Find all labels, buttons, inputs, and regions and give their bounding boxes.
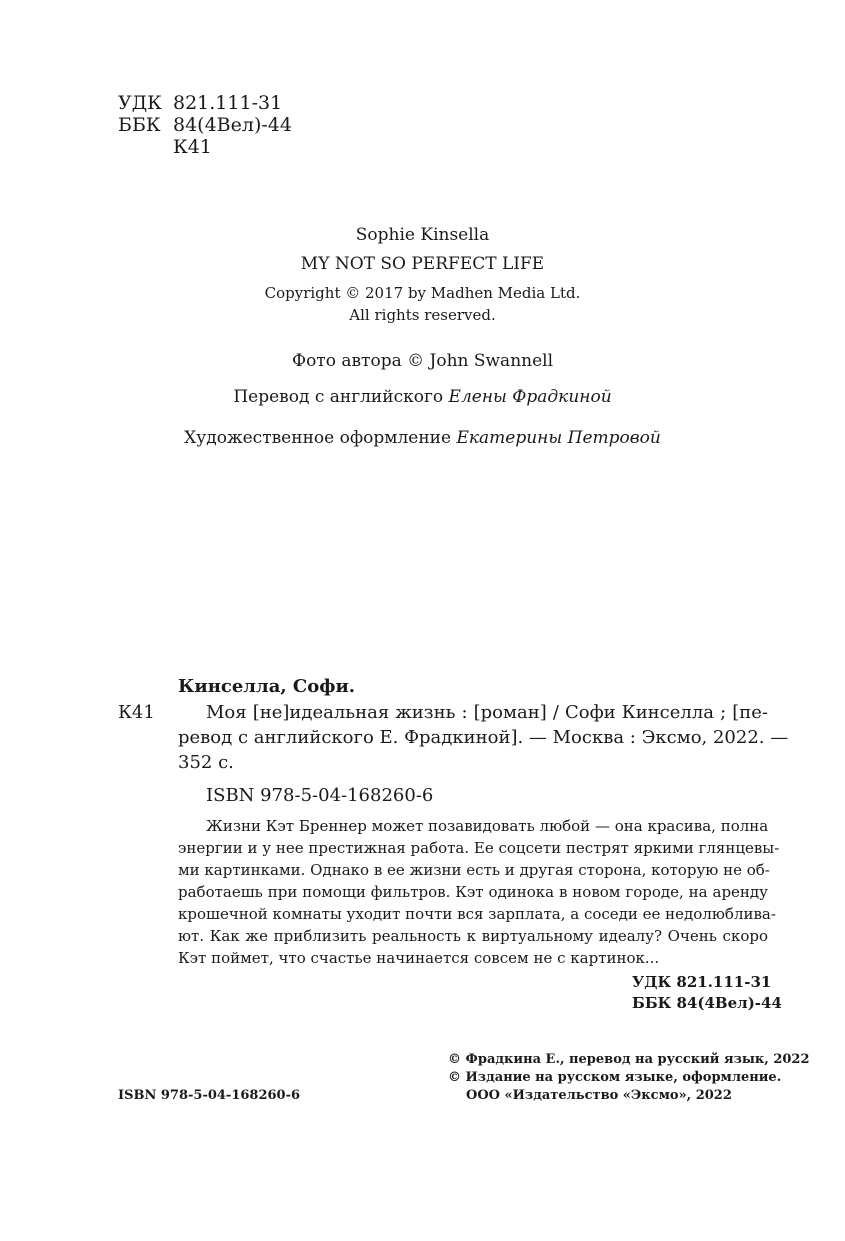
author-mark-top: К41 — [173, 136, 212, 158]
translation-credit — [0, 387, 845, 407]
catalog-line-2: ревод с английского Е. Фрадкиной]. — Москва : Эксмо, 2022. — — [178, 727, 789, 748]
annotation-line-7: Кэт поймет, что счастье начинается совсем не с картинок... — [178, 949, 660, 967]
copyright-publisher: ООО «Издательство «Эксмо», 2022 — [466, 1088, 732, 1103]
original-copyright: Copyright © 2017 by Madhen Media Ltd. — [264, 284, 581, 302]
catalog-line-3: 352 с. — [178, 752, 234, 773]
designer-name: Екатерины Петровой — [456, 428, 661, 448]
annotation-line-2: энергии и у нее престижная работа. Ее соцсети пестрят яркими глянцевы- — [178, 839, 780, 857]
original-author: Sophie Kinsella — [355, 225, 490, 245]
catalog-line-1: Моя [не]идеальная жизнь : [роман] / Софи Кинселла ; [пе- — [206, 702, 768, 723]
footer-isbn: ISBN 978-5-04-168260-6 — [118, 1088, 301, 1103]
bbk-value: 84(4Вел)-44 — [173, 114, 292, 136]
udk-label: УДК — [118, 92, 162, 114]
photo-credit: Фото автора © John Swannell — [291, 351, 554, 371]
bbk-label: ББК — [118, 114, 161, 136]
catalog-isbn: ISBN 978-5-04-168260-6 — [206, 785, 434, 806]
udk-value: 821.111-31 — [173, 92, 283, 114]
design-prefix: Художественное оформление — [184, 428, 452, 448]
annotation-line-6: ют. Как же приблизить реальность к виртуальному идеалу? Очень скоро — [178, 927, 768, 945]
catalog-mark: К41 — [118, 702, 155, 723]
udk-line — [118, 93, 282, 113]
copyright-translation: © Фрадкина Е., перевод на русский язык, 2022 — [448, 1052, 810, 1067]
annotation-line-3: ми картинками. Однако в ее жизни есть и другая сторона, которую не об- — [178, 861, 770, 879]
translation-prefix: Перевод с английского — [233, 387, 444, 407]
translator-name: Елены Фрадкиной — [448, 387, 612, 407]
design-credit — [0, 428, 845, 448]
catalog-author-heading: Кинселла, Софи. — [178, 676, 356, 697]
annotation-line-1: Жизни Кэт Бреннер может позавидовать любой — она красива, полна — [206, 817, 769, 835]
original-title: MY NOT SO PERFECT LIFE — [300, 254, 545, 274]
copyright-edition: © Издание на русском языке, оформление. — [448, 1070, 782, 1085]
annotation-line-5: крошечной комнаты уходит почти вся зарплата, а соседи ее недолюблива- — [178, 905, 776, 923]
original-rights: All rights reserved. — [349, 306, 496, 324]
bbk-bottom: ББК 84(4Вел)-44 — [632, 994, 782, 1012]
annotation-line-4: работаешь при помощи фильтров. Кэт одинока в новом городе, на аренду — [178, 883, 768, 901]
bbk-line — [118, 115, 292, 135]
udk-bottom: УДК 821.111-31 — [632, 973, 772, 991]
